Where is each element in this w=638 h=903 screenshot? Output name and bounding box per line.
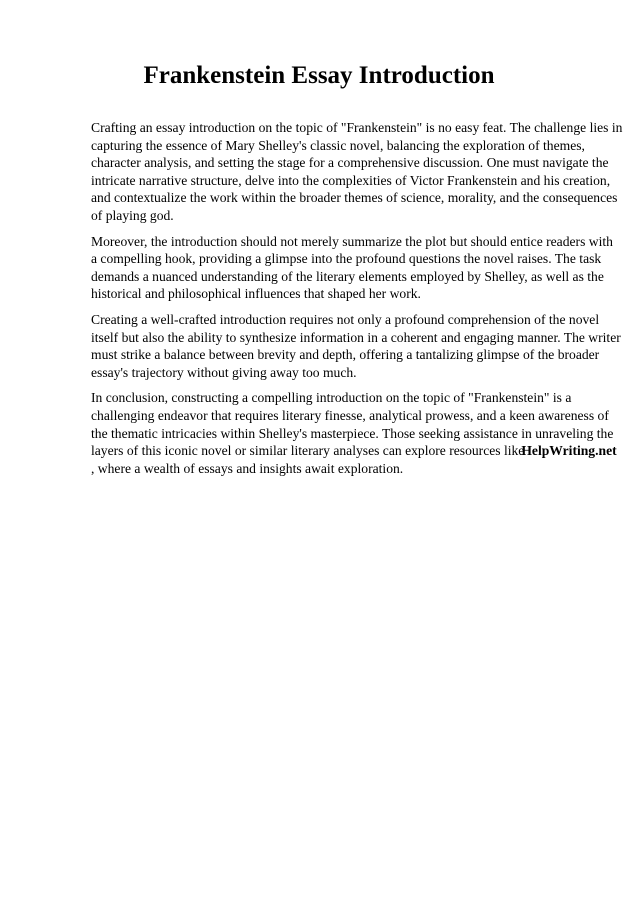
- text-line: capturing the essence of Mary Shelley's classic novel, balancing the exploration of themes,: [91, 137, 585, 153]
- paragraph-4: [91, 389, 617, 477]
- text-line: historical and philosophical influences that shaped her work.: [91, 286, 421, 302]
- text-line: In conclusion, constructing a compelling introduction on the topic of "Frankenstein" is a: [91, 390, 572, 406]
- paragraph-1: [91, 119, 623, 225]
- text-line: Crafting an essay introduction on the topic of "Frankenstein" is no easy feat. The challenge lies in: [91, 120, 623, 135]
- text-line-with-link: [91, 442, 617, 460]
- text-line: character analysis, and setting the stage for a comprehensive discussion. One must navigate the: [91, 155, 609, 171]
- paragraph-3: [91, 311, 621, 381]
- text-line: Moreover, the introduction should not merely summarize the plot but should entice readers with: [91, 233, 613, 249]
- text-line: , where a wealth of essays and insights await exploration.: [91, 460, 404, 476]
- text-line: and contextualize the work within the broader themes of science, morality, and the consequences: [91, 190, 618, 206]
- text-line: itself but also the ability to synthesize information in a coherent and engaging manner. The writer: [91, 329, 621, 345]
- text-line: challenging endeavor that requires literary finesse, analytical prowess, and a keen awareness of: [91, 407, 609, 423]
- text-line: must strike a balance between brevity and depth, offering a tantalizing glimpse of the broader: [91, 347, 600, 363]
- paragraph-2: [91, 233, 613, 303]
- text-before-link: layers of this iconic novel or similar literary analyses can explore resources like: [91, 443, 525, 459]
- text-line: Creating a well-crafted introduction requires not only a profound comprehension of the novel: [91, 311, 600, 327]
- page-title: Frankenstein Essay Introduction: [143, 62, 495, 89]
- helpwriting-link[interactable]: HelpWriting.net: [521, 443, 617, 459]
- essay-body: [91, 119, 623, 485]
- text-line: a compelling hook, providing a glimpse into the profound questions the novel raises. The task: [91, 251, 602, 267]
- text-line: demands a nuanced understanding of the literary elements employed by Shelley, as well as the: [91, 268, 604, 284]
- text-line: of playing god.: [91, 207, 174, 223]
- text-line: intricate narrative structure, delve into the complexities of Victor Frankenstein and his creation,: [91, 172, 611, 188]
- text-line: the thematic intricacies within Shelley's masterpiece. Those seeking assistance in unraveling the: [91, 425, 614, 441]
- text-line: essay's trajectory without giving away too much.: [91, 364, 357, 380]
